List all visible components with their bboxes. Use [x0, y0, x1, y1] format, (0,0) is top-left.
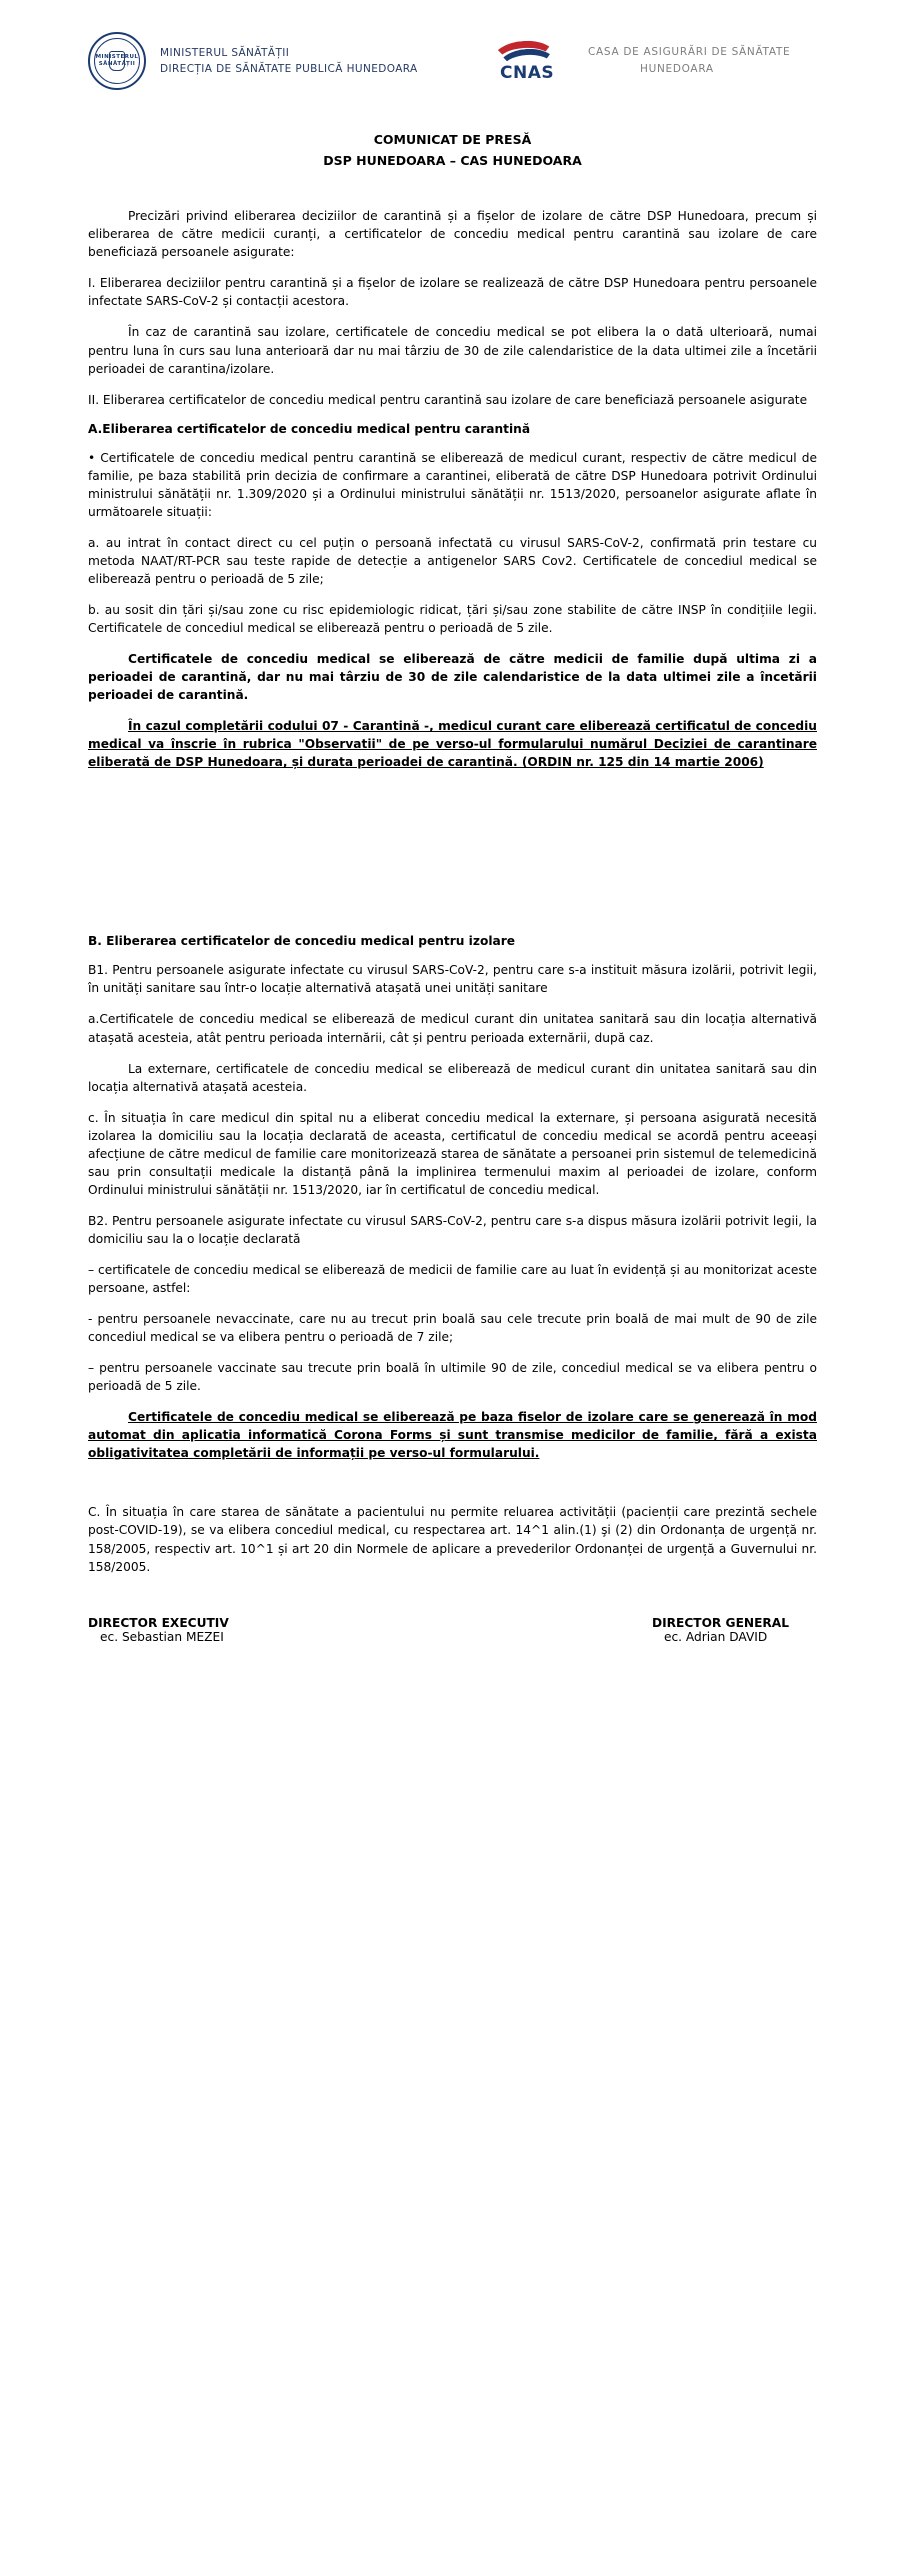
cnas-title-block — [588, 44, 790, 78]
paragraph-A-item-b: b. au sosit din țări și/sau zone cu risc epidemiologic ridicat, țări și/sau zone stabilite de către INSP în condițiile legii. Certificatele de concediul medical se eliberează pentru o perioadă de 5 zile. — [88, 603, 817, 636]
paragraph-section-I-note: În caz de carantină sau izolare, certificatele de concediu medical se pot elibera la o dată ulterioară, numai pentru luna în curs sau luna anterioară dar nu mai târziu de 30 de zile calendaristice de la data ultimei zile a încetării perioadei de carantina/izolare. — [88, 325, 817, 376]
ministry-title-block — [160, 45, 418, 78]
cnas-acronym: CNAS — [500, 63, 555, 83]
signature-right — [652, 1616, 817, 1644]
cnas-line-2: HUNEDOARA — [640, 63, 714, 75]
paragraph-section-C: C. În situația în care starea de sănătate a pacientului nu permite reluarea activității (pacienții care prezintă sechele post-COVID-19), se va elibera concediul medical, cu respectarea art. 14^1 alin.(1) şi (2) din Ordonanța de urgență nr. 158/2005, respectiv art. 10^1 și art 20 din Normele de aplicare a prevederilor Ordonanței de urgență a Guvernului nr. 158/2005. — [88, 1505, 817, 1574]
paragraph-B-item-a: a.Certificatele de concediu medical se eliberează de medicul curant din unitatea sanitară sau din locația alternativă atașată acesteia, atât pentru perioada internării, cât și pentru perioada externării, după caz. — [88, 1012, 817, 1045]
paragraph-B2-list-2: - pentru persoanele nevaccinate, care nu au trecut prin boală sau cele trecute prin boală de mai mult de 90 de zile concediul medical se va elibera pentru o perioadă de 7 zile; — [88, 1312, 817, 1345]
cnas-logo-icon — [488, 37, 574, 85]
paragraph-A-item-a: a. au intrat în contact direct cu cel puțin o persoană infectată cu virusul SARS-CoV-2, confirmată prin testare cu metoda NAAT/RT-PCR sau teste rapide de detecție a antigenelor SARS Cov2. Certificatele de concediul medical se eliberează pentru o perioadă de 5 zile; — [88, 535, 817, 586]
paragraph-A-bullet: • Certificatele de concediu medical pentru carantină se eliberează de medicul curant, respectiv de către medicul de familie, pe baza stabilită prin decizia de confirmare a carantinei, eliberată de către DSP Hunedoara potrivit Ordinului ministrului sănătății nr. 1.309/2020 și a Ordinului ministrului sănătății nr. 1513/2020, persoanelor asigurate aflate în următoarele situații: — [88, 450, 817, 519]
heading-section-B: B. Eliberarea certificatelor de concediu medical pentru izolare — [88, 934, 515, 949]
ministry-line-2: DIRECȚIA DE SĂNĂTATE PUBLICĂ HUNEDOARA — [160, 63, 418, 75]
title-line-2: DSP HUNEDOARA – CAS HUNEDOARA — [323, 152, 582, 168]
paragraph-B-item-c: c. În situația în care medicul din spital nu a eliberat concediu medical la externare, și persoana asigurată necesită izolarea la domiciliu sau la locația declarată de aceasta, certificatul de concediu medical se acordă pentru aceeași afecțiune de către medicul de familie care monitorizează starea de sănătate a persoanei prin sistemul de telemedicină sau prin consultații medicale la distanță până la implinirea termenului maxim al perioadei de izolare, conform Ordinului ministrului sănătății nr. 1513/2020, iar în certificatul de concediu medical. — [88, 1110, 817, 1197]
signature-right-name: ec. Adrian DAVID — [663, 1629, 768, 1644]
ministry-line-1: MINISTERUL SĂNĂTĂȚII — [160, 46, 290, 59]
cnas-line-1: CASA DE ASIGURĂRI DE SĂNĂTATE — [588, 46, 791, 59]
signature-right-title: DIRECTOR GENERAL — [651, 1615, 789, 1630]
signature-block — [88, 1616, 817, 1644]
signature-left-name: ec. Sebastian MEZEI — [100, 1629, 224, 1644]
paragraph-B2: B2. Pentru persoanele asigurate infectate cu virusul SARS-CoV-2, pentru care s-a dispus măsura izolării potrivit legii, la domiciliu sau la o locație declarată — [88, 1213, 817, 1246]
seal-label: MINISTERUL SĂNĂTĂȚII — [95, 54, 139, 67]
document-header — [88, 26, 817, 96]
heading-section-A: A.Eliberarea certificatelor de concediu medical pentru carantină — [88, 421, 531, 436]
cnas-branding — [488, 37, 790, 85]
paragraph-A-code-07-note: În cazul completării codului 07 - Carantină -, medicul curant care eliberează certificatul de concediu medical va înscrie în rubrica "Observatii" de pe verso-ul formularului numărul Deciziei de carantinare eliberată de DSP Hunedoara, și durata perioadei de carantină. (ORDIN nr. 125 din 14 martie 2006) — [88, 719, 817, 770]
title-line-1: COMUNICAT DE PRESĂ — [373, 132, 532, 147]
page-title — [88, 130, 817, 171]
paragraph-B2-list-1: – certificatele de concediu medical se eliberează de medicii de familie care au luat în evidență și au monitorizat aceste persoane, astfel: — [88, 1262, 817, 1296]
paragraph-B-corona-forms-note: Certificatele de concediu medical se eliberează pe baza fiselor de izolare care se generează în mod automat din aplicatia informatică Corona Forms și sunt transmise medicilor de familie, fără a exista obligativitatea completării de informații pe verso-ul formularului. — [88, 1410, 817, 1461]
page-break-spacer — [88, 784, 817, 934]
romania-coat-of-arms-seal-icon — [88, 32, 146, 90]
paragraph-B1: B1. Pentru persoanele asigurate infectate cu virusul SARS-CoV-2, pentru care s-a instituit măsura izolării, potrivit legii, în unități sanitare sau într-o locație alternativă atașată unei unități sanitare — [88, 963, 817, 996]
paragraph-intro: Precizări privind eliberarea deciziilor de carantină și a fișelor de izolare de către DSP Hunedoara, precum și eliberarea de către medicii curanți, a certificatelor de concediu medical pentru carantină sau izolare de care beneficiază persoanele asigurate: — [88, 209, 817, 260]
ministry-branding — [88, 32, 488, 90]
paragraph-section-I: I. Eliberarea deciziilor pentru carantină și a fișelor de izolare se realizează de către DSP Hunedoara pentru persoanele infectate SARS-CoV-2 și contacții acestora. — [88, 276, 817, 309]
paragraph-section-II: II. Eliberarea certificatelor de concediu medical pentru carantină sau izolare de care beneficiază persoanele asigurate — [88, 392, 808, 407]
paragraph-A-bold-note: Certificatele de concediu medical se eliberează de către medicii de familie după ultima zi a perioadei de carantină, dar nu mai târziu de 30 de zile calendaristice de la data ultimei zile a încetării perioadei de carantină. — [88, 652, 817, 703]
paragraph-B2-list-3: – pentru persoanele vaccinate sau trecute prin boală în ultimile 90 de zile, concediul medical se va elibera pentru o perioadă de 5 zile. — [88, 1361, 817, 1394]
signature-left — [88, 1616, 229, 1644]
paragraph-B-item-a-note: La externare, certificatele de concediu medical se eliberează de medicul curant din unitatea sanitară sau din locația alternativă atașată acesteia. — [88, 1061, 817, 1094]
signature-left-title: DIRECTOR EXECUTIV — [88, 1615, 229, 1630]
section-spacer — [88, 1475, 817, 1503]
